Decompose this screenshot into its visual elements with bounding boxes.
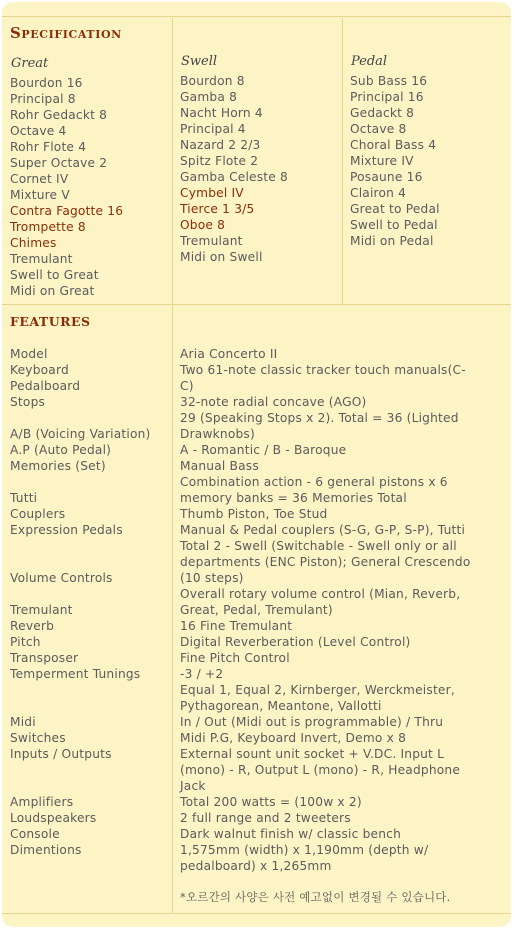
feature-value: 2 full range and 2 tweeters [180, 811, 351, 825]
specification-title: Specification [10, 24, 122, 42]
feature-value: Drawknobs) [180, 427, 255, 441]
feature-label: Couplers [10, 507, 66, 521]
swell-stop-item: Nacht Horn 4 [180, 106, 263, 120]
pedal-stop-item: Octave 8 [350, 122, 407, 136]
great-stop-item: Mixture V [10, 188, 70, 202]
feature-label: Volume Controls [10, 571, 113, 585]
feature-label: Pitch [10, 635, 41, 649]
feature-label [10, 682, 151, 698]
disclaimer-note: *오르간의 사양은 사전 예고없이 변경될 수 있습니다. [180, 890, 451, 904]
feature-value-list [180, 346, 471, 874]
feature-label: Pedalboard [10, 379, 81, 393]
feature-label: Reverb [10, 619, 55, 633]
feature-value: Overall rotary volume control (Mian, Reverb, [180, 587, 461, 601]
feature-label: Stops [10, 395, 46, 409]
feature-value: 1,575mm (width) x 1,190mm (depth w/ [180, 843, 429, 857]
feature-label: A/B (Voicing Variation) [10, 427, 151, 441]
swell-stop-item: Principal 4 [180, 122, 246, 136]
feature-value: 29 (Speaking Stops x 2). Total = 36 (Lighted [180, 411, 459, 425]
row-divider-middle [2, 304, 511, 305]
swell-stop-item: Bourdon 8 [180, 74, 245, 88]
feature-label: Transposer [10, 651, 79, 665]
swell-stop-item: Midi on Swell [180, 250, 263, 264]
feature-value: Total 2 - Swell (Switchable - Swell only or all [180, 539, 457, 553]
feature-label [10, 778, 151, 794]
pedal-stop-item: Swell to Pedal [350, 218, 438, 232]
feature-label [10, 586, 151, 602]
pedal-stop-item: Midi on Pedal [350, 234, 434, 248]
feature-value: Combination action - 6 general pistons x 6 [180, 475, 448, 489]
feature-label: Tutti [10, 491, 38, 505]
swell-stop-item: Spitz Flote 2 [180, 154, 259, 168]
feature-value: Equal 1, Equal 2, Kirnberger, Werckmeister, [180, 683, 455, 697]
pedal-stop-item: Choral Bass 4 [350, 138, 437, 152]
feature-value: memory banks = 36 Memories Total [180, 491, 407, 505]
feature-value: departments (ENC Piston); General Crescendo [180, 555, 471, 569]
feature-value: Jack [180, 779, 206, 793]
pedal-stop-item: Principal 16 [350, 90, 424, 104]
feature-label: Switches [10, 731, 66, 745]
feature-label: Temperment Tunings [10, 667, 141, 681]
feature-value: Great, Pedal, Tremulant) [180, 603, 333, 617]
swell-heading: Swell [181, 54, 218, 69]
feature-label [10, 410, 151, 426]
feature-value: Pythagorean, Meantone, Vallotti [180, 699, 382, 713]
great-stop-item: Swell to Great [10, 268, 99, 282]
row-divider-top [2, 16, 511, 17]
column-divider-2 [342, 18, 343, 304]
feature-value: (mono) - R, Output L (mono) - R, Headphone [180, 763, 461, 777]
feature-value: Manual Bass [180, 459, 259, 473]
feature-value: Fine Pitch Control [180, 651, 290, 665]
feature-value: Aria Concerto II [180, 347, 278, 361]
feature-label: Dimentions [10, 843, 82, 857]
feature-value: C) [180, 379, 194, 393]
feature-value: 32-note radial concave (AGO) [180, 395, 367, 409]
feature-label: Console [10, 827, 60, 841]
swell-stop-item: Nazard 2 2/3 [180, 138, 261, 152]
feature-label [10, 554, 151, 570]
feature-label: Amplifiers [10, 795, 74, 809]
feature-label: Model [10, 347, 48, 361]
feature-value: Midi P.G, Keyboard Invert, Demo x 8 [180, 731, 407, 745]
pedal-stop-item: Clairon 4 [350, 186, 407, 200]
feature-label [10, 698, 151, 714]
feature-value: Thumb Piston, Toe Stud [180, 507, 328, 521]
great-stop-list [10, 75, 123, 299]
great-stop-item: Rohr Gedackt 8 [10, 108, 108, 122]
feature-value: (10 steps) [180, 571, 244, 585]
great-stop-item: Super Octave 2 [10, 156, 108, 170]
feature-value: 16 Fine Tremulant [180, 619, 293, 633]
swell-stop-item: Gamba 8 [180, 90, 238, 104]
great-stop-item: Principal 8 [10, 92, 76, 106]
swell-stop-item: Tierce 1 3/5 [180, 202, 255, 216]
feature-value: External sount unit socket + V.DC. Input L [180, 747, 445, 761]
great-stop-item: Chimes [10, 236, 57, 250]
feature-label [10, 538, 151, 554]
pedal-stop-item: Sub Bass 16 [350, 74, 428, 88]
feature-label: Expression Pedals [10, 523, 123, 537]
great-heading: Great [11, 56, 49, 71]
great-stop-item: Cornet IV [10, 172, 69, 186]
feature-label: A.P (Auto Pedal) [10, 443, 112, 457]
features-title: FEATURES [10, 314, 91, 329]
feature-label: Inputs / Outputs [10, 747, 112, 761]
pedal-stop-item: Great to Pedal [350, 202, 440, 216]
feature-label: Midi [10, 715, 36, 729]
swell-stop-item: Tremulant [180, 234, 243, 248]
great-stop-item: Bourdon 16 [10, 76, 83, 90]
pedal-stop-item: Posaune 16 [350, 170, 423, 184]
column-divider-1 [172, 18, 173, 914]
feature-label [10, 474, 151, 490]
row-divider-bottom [2, 913, 511, 914]
feature-value: -3 / +2 [180, 667, 224, 681]
great-stop-item: Trompette 8 [10, 220, 86, 234]
feature-value: Two 61-note classic tracker touch manuals(C- [180, 363, 466, 377]
feature-label [10, 762, 151, 778]
feature-label: Keyboard [10, 363, 69, 377]
swell-stop-item: Cymbel IV [180, 186, 244, 200]
feature-value: Manual & Pedal couplers (S-G, G-P, S-P), Tutti [180, 523, 466, 537]
feature-label: Loudspeakers [10, 811, 97, 825]
feature-value: In / Out (Midi out is programmable) / Thru [180, 715, 444, 729]
swell-stop-list [180, 73, 288, 265]
swell-stop-item: Gamba Celeste 8 [180, 170, 289, 184]
pedal-stop-item: Gedackt 8 [350, 106, 415, 120]
swell-stop-item: Oboe 8 [180, 218, 226, 232]
feature-value: Digital Reverberation (Level Control) [180, 635, 411, 649]
feature-value: A - Romantic / B - Baroque [180, 443, 347, 457]
feature-value: pedalboard) x 1,265mm [180, 859, 332, 873]
great-stop-item: Tremulant [10, 252, 73, 266]
great-stop-item: Octave 4 [10, 124, 67, 138]
great-stop-item: Rohr Flote 4 [10, 140, 87, 154]
feature-value: Total 200 watts = (100w x 2) [180, 795, 362, 809]
feature-value: Dark walnut finish w/ classic bench [180, 827, 402, 841]
feature-label: Tremulant [10, 603, 73, 617]
pedal-stop-item: Mixture IV [350, 154, 414, 168]
great-stop-item: Midi on Great [10, 284, 95, 298]
pedal-stop-list [350, 73, 440, 249]
pedal-heading: Pedal [351, 54, 388, 69]
feature-label-list [10, 346, 151, 858]
great-stop-item: Contra Fagotte 16 [10, 204, 124, 218]
feature-label: Memories (Set) [10, 459, 106, 473]
